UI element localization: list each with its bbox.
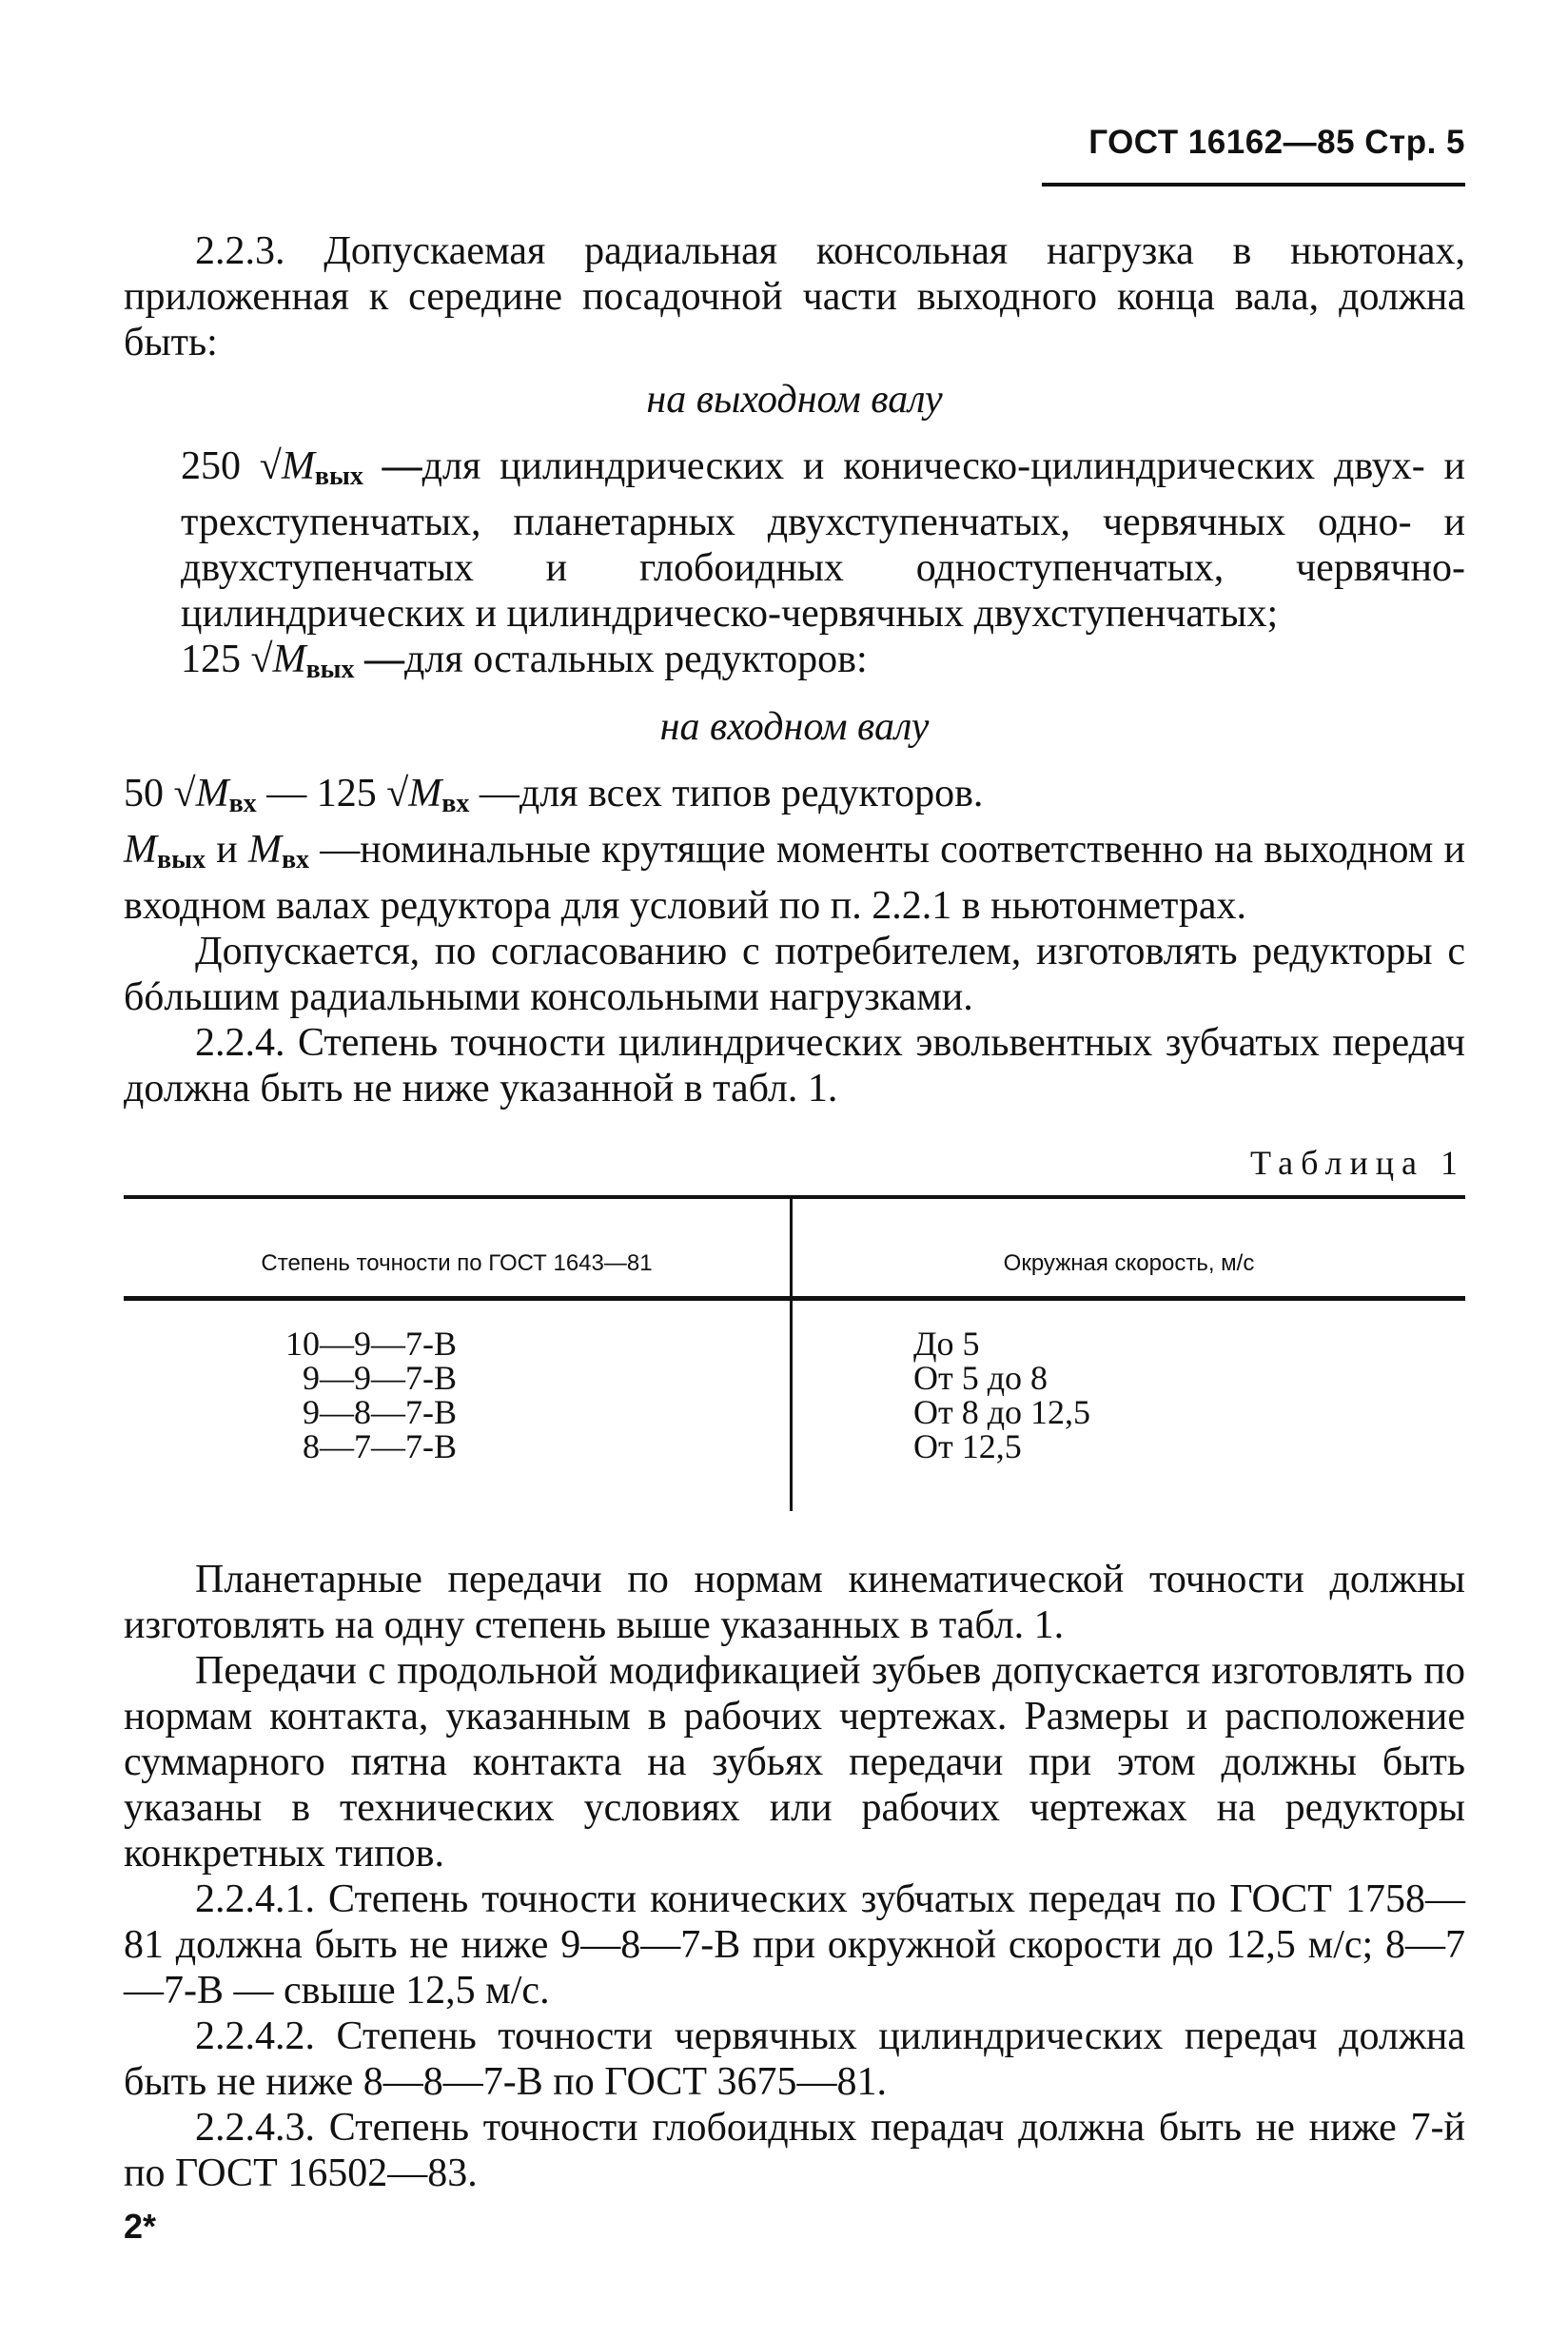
conjunction: и bbox=[205, 828, 248, 872]
formula-dash: — bbox=[382, 444, 422, 488]
moment-subscript: вх bbox=[441, 789, 470, 818]
table-cell: 10—9—7-В bbox=[285, 1325, 457, 1363]
table-header-speed: Окружная скорость, м/с bbox=[1003, 1250, 1255, 1276]
sqrt-symbol: √ bbox=[173, 772, 196, 815]
moment-symbol: M bbox=[247, 828, 282, 872]
paragraph-2-2-4-1: 2.2.4.1. Степень точности конических зубчатых передач по ГОСТ 1758—81 должна быть не ниже 9—8—7-В при окружной скорости до 12,5 м/с; 8—7—7-В — свыше 12,5 м/с. bbox=[124, 1877, 1465, 2013]
sqrt-symbol: √ bbox=[259, 444, 282, 488]
moment-subscript: вх bbox=[228, 789, 257, 818]
table-cell: От 12,5 bbox=[913, 1427, 1022, 1465]
table-column-speed bbox=[913, 1326, 1294, 1464]
formula-output-125 bbox=[124, 637, 1465, 693]
footer-signature-mark: 2* bbox=[124, 2207, 157, 2246]
definitions-paragraph bbox=[124, 827, 1465, 929]
sqrt-symbol: √ bbox=[386, 772, 409, 815]
formula-mid: — 125 bbox=[256, 772, 387, 815]
page-header: ГОСТ 16162—85 Стр. 5 bbox=[1088, 124, 1465, 161]
moment-subscript: вх bbox=[281, 845, 310, 874]
table-header-accuracy: Степень точности по ГОСТ 1643—81 bbox=[261, 1250, 653, 1276]
label-output-shaft: на выходном валу bbox=[646, 378, 943, 422]
sqrt-symbol: √ bbox=[250, 638, 273, 681]
table-cell: От 5 до 8 bbox=[913, 1359, 1049, 1397]
paragraph-2-2-4-2: 2.2.4.2. Степень точности червячных цилиндрических передач должна быть не ниже 8—8—7-В по ГОСТ 3675—81. bbox=[124, 2014, 1465, 2104]
formula-input bbox=[124, 771, 1465, 827]
paragraph-2-2-4: 2.2.4. Степень точности цилиндрических эвольвентных зубчатых передач должна быть не ниже указанной в табл. 1. bbox=[124, 1021, 1465, 1110]
table-header-rule bbox=[124, 1296, 1465, 1301]
moment-subscript: вых bbox=[314, 462, 363, 491]
moment-symbol: M bbox=[272, 638, 306, 681]
paragraph-2-2-4-3: 2.2.4.3. Степень точности глобоидных перадач должна быть не ниже 7-й по ГОСТ 16502—83. bbox=[124, 2106, 1465, 2195]
moment-symbol: M bbox=[195, 772, 229, 815]
header-rule bbox=[1042, 183, 1465, 187]
paragraph-modification: Передачи с продольной модификацией зубьев допускается изготовлять по нормам контакта, указанным в рабочих чертежах. Размеры и расположение суммарного пятна контакта на зубьях передачи при этом должны быть указаны в технических условиях или рабочих чертежах на редукторы конкретных типов. bbox=[124, 1649, 1465, 1876]
table-1 bbox=[124, 1195, 1465, 1557]
label-input-shaft: на входном валу bbox=[659, 705, 930, 749]
formula-description: для остальных редукторов: bbox=[404, 638, 868, 681]
formula-coefficient-a: 50 bbox=[124, 772, 164, 815]
formula-dash: — bbox=[364, 638, 405, 681]
formula-coefficient: 250 bbox=[181, 444, 241, 488]
after-table-section bbox=[124, 1557, 1465, 2250]
table-cell: 9—8—7-В bbox=[303, 1393, 457, 1431]
table-caption: Таблица 1 bbox=[1250, 1144, 1465, 1182]
moment-symbol: M bbox=[281, 444, 315, 488]
paragraph-planetary: Планетарные передачи по нормам кинематической точности должны изготовлять на одну степень выше указанных в табл. 1. bbox=[124, 1558, 1465, 1647]
document-body bbox=[124, 228, 1465, 2250]
formula-dash: — bbox=[479, 772, 519, 815]
moment-subscript: вых bbox=[305, 655, 355, 684]
paragraph-allowed: Допускается, по согласованию с потребителем, изготовлять редукторы с бóльшим радиальными консольными нагрузками. bbox=[124, 930, 1465, 1019]
table-cell: 8—7—7-В bbox=[303, 1427, 457, 1465]
definition-text: номинальные крутящие моменты соответственно на выходном и входном валах редуктора для условий по п. 2.2.1 в ньютонметрах. bbox=[124, 828, 1465, 928]
formula-description: для всех типов редукторов. bbox=[519, 772, 984, 815]
moment-subscript: вых bbox=[157, 845, 206, 874]
formula-description: для цилиндрических и коническо-цилиндрических двух- и трехступенчатых, планетарных двухступенчатых, червячных одно- и двухступенчатых и глобоидных одноступенчатых, червячно-цилиндрических и цилиндрическо-червячных двухступенчатых; bbox=[181, 444, 1465, 636]
table-cell: От 8 до 12,5 bbox=[913, 1393, 1091, 1431]
table-column-accuracy bbox=[228, 1326, 457, 1464]
formula-coefficient: 125 bbox=[181, 638, 241, 681]
table-cell: 9—9—7-В bbox=[303, 1359, 457, 1397]
paragraph-2-2-3: 2.2.3. Допускаемая радиальная консольная нагрузка в ньютонах, приложенная к середине посадочной части выходного конца вала, должна быть: bbox=[124, 229, 1465, 364]
table-top-rule bbox=[124, 1195, 1465, 1199]
definition-dash: — bbox=[320, 828, 361, 872]
moment-symbol: M bbox=[408, 772, 442, 815]
moment-symbol: M bbox=[124, 828, 157, 872]
formula-output-250 bbox=[124, 443, 1465, 637]
table-cell: До 5 bbox=[913, 1325, 980, 1363]
